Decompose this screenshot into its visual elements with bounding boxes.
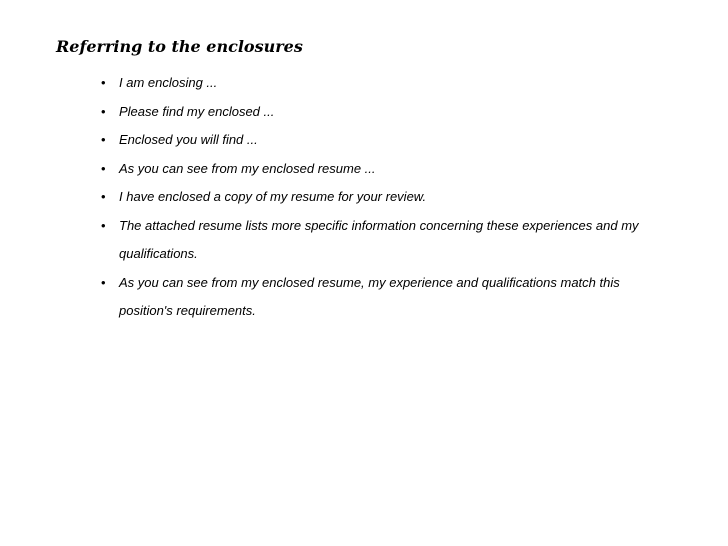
list-item-text: I have enclosed a copy of my resume for your review. [119,189,427,204]
list-item-text: I am enclosing ... [119,75,218,90]
list-item [101,126,661,155]
bullet-icon: • [101,75,106,90]
list-item [101,212,661,269]
list-item [101,98,661,127]
bullet-icon: • [101,132,106,147]
bullet-icon: • [101,103,106,119]
bullet-icon: • [101,274,106,290]
list-item [101,155,661,184]
list-item [101,269,661,326]
bullet-icon: • [101,189,106,204]
slide-title: Referring to the enclosures [56,37,303,56]
bullet-list [101,69,661,326]
list-item-text: Enclosed you will find ... [119,132,258,147]
list-item-text: As you can see from my enclosed resume, my experience and qualifications match this position's requirements. [119,274,620,318]
list-item [101,69,661,98]
list-item-text: The attached resume lists more specific information concerning these experiences and my qualifications. [119,217,639,261]
bullet-icon: • [101,217,106,233]
bullet-icon: • [101,160,106,176]
list-item-text: Please find my enclosed ... [119,103,275,119]
list-item-text: As you can see from my enclosed resume ... [119,160,376,176]
list-item [101,183,661,212]
